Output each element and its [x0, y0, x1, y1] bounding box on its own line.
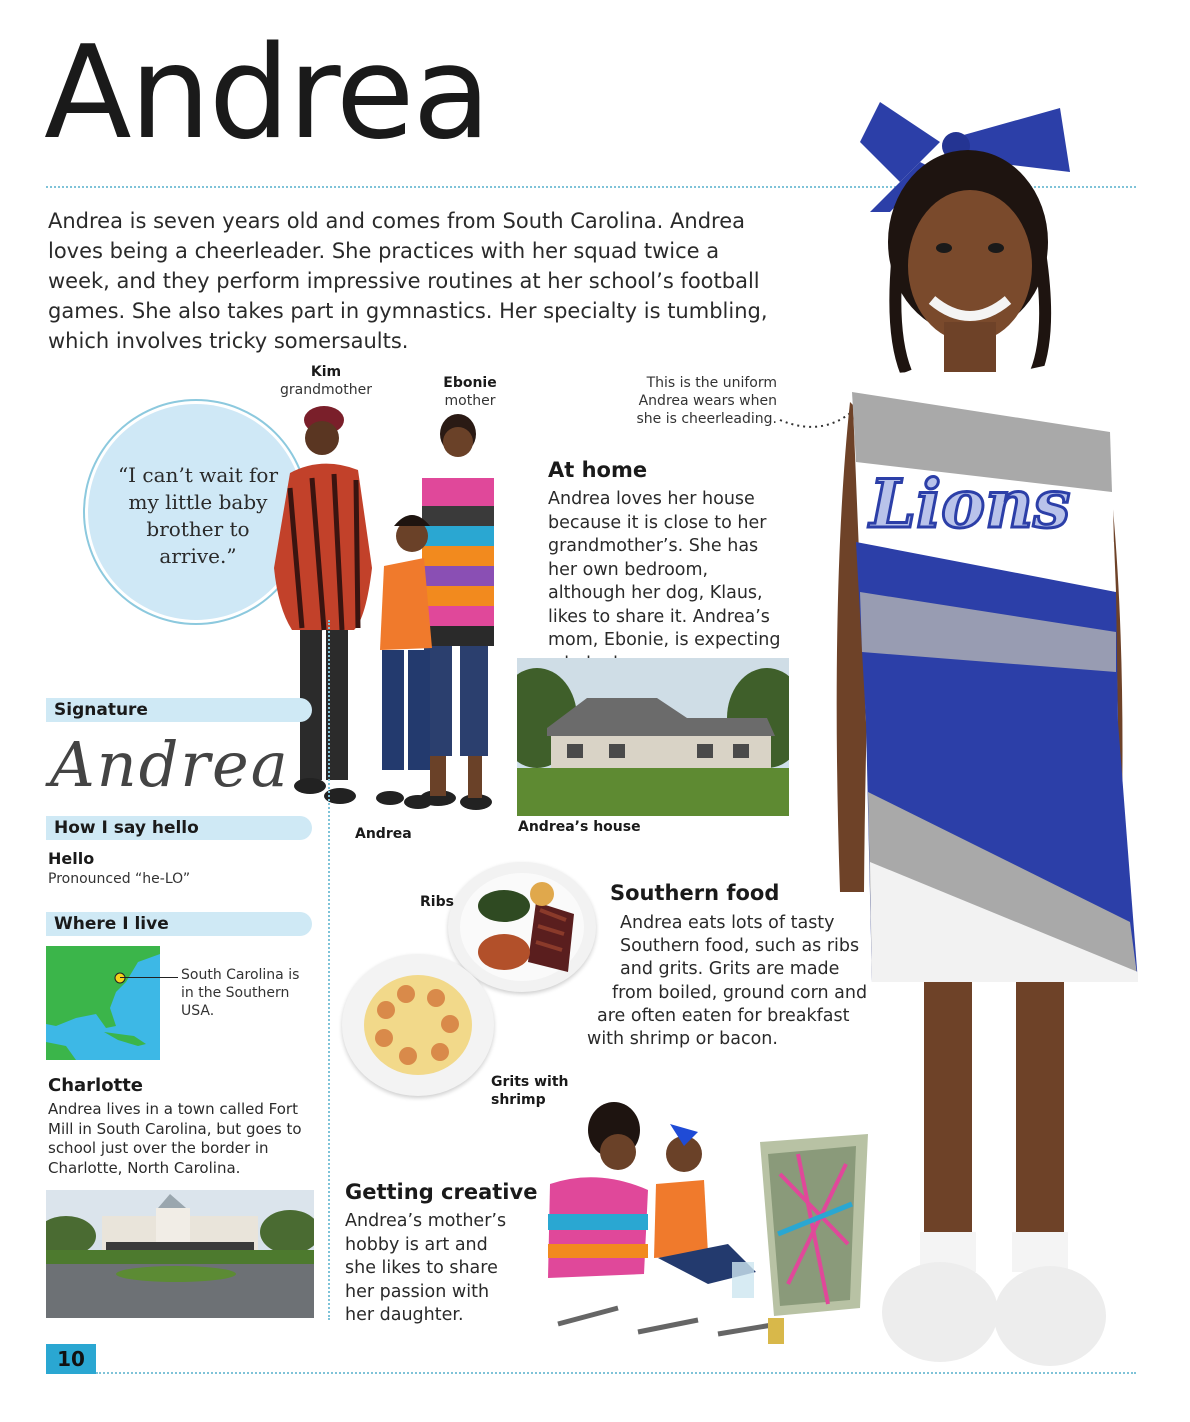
southern-food-line-3: and grits. Grits are made	[620, 959, 840, 979]
charlotte-heading: Charlotte	[48, 1075, 144, 1096]
map-pointer-line	[120, 977, 178, 978]
kim-name-label: Kim	[310, 364, 342, 380]
southern-food-line-1: Andrea eats lots of tasty	[620, 913, 835, 933]
hello-pronunciation: Pronounced “he-LO”	[48, 871, 191, 887]
southern-food-line-6: with shrimp or bacon.	[587, 1029, 778, 1049]
signature: Andrea	[50, 728, 290, 801]
southern-food-heading: Southern food	[610, 881, 780, 905]
quote-text: “I can’t wait for my little baby brother to arrive.”	[117, 463, 279, 568]
map-note: South Carolina is in the Southern USA.	[181, 967, 300, 1019]
ribs-label: Ribs	[420, 894, 454, 910]
page-title: Andrea	[44, 19, 489, 168]
southern-food-line-5: are often eaten for breakfast	[597, 1006, 850, 1026]
creative-text: Andrea’s mother’s hobby is art and she likes to share her passion with her daughter.	[345, 1211, 507, 1325]
at-home-text: Andrea loves her house because it is close to her grandmother’s. She has her own bedroom, although her dog, Klaus, likes to share it. Andrea’s mom, Ebonie, is expecting	[548, 489, 781, 650]
school-photo	[46, 1190, 314, 1318]
where-bar: Where I live	[46, 912, 312, 936]
southern-food-line-2: Southern food, such as ribs	[620, 936, 860, 956]
location-map	[46, 946, 160, 1060]
intro-paragraph: Andrea is seven years old and comes from South Carolina. Andrea loves being a cheerleader. She practices with her squad twice a week, and they perform impressive routines at her school’s football games. She also takes part in gymnastics. Her specialty is tumbling, which involves tricky somersaults.	[48, 209, 768, 353]
ebonie-name-label: Ebonie	[443, 375, 497, 391]
signature-bar: Signature	[46, 698, 312, 722]
sidebar-divider	[328, 620, 330, 1320]
andrea-portrait	[820, 72, 1160, 1402]
andrea-label: Andrea	[355, 826, 412, 842]
page-number: 10	[46, 1344, 96, 1374]
kim-relation-label: grandmother	[280, 382, 372, 398]
hello-bar: How I say hello	[46, 816, 312, 840]
grits-label: Grits with shrimp	[491, 1074, 569, 1108]
hello-word: Hello	[48, 849, 95, 868]
southern-food-line-4: from boiled, ground corn and	[612, 983, 868, 1003]
ebonie-relation-label: mother	[444, 393, 496, 409]
uniform-note: This is the uniform Andrea wears when she is cheerleading.	[636, 375, 777, 427]
house-caption: Andrea’s house	[518, 819, 641, 835]
creative-heading: Getting creative	[345, 1180, 538, 1204]
charlotte-text: Andrea lives in a town called Fort Mill in South Carolina, but goes to school just over the border in Charlotte, North Carolina.	[48, 1100, 302, 1177]
house-photo	[517, 658, 789, 816]
bottom-divider	[96, 1372, 1136, 1374]
uniform-logo: Lions	[869, 465, 1071, 543]
grits-plate	[342, 954, 494, 1096]
at-home-heading: At home	[548, 458, 648, 482]
art-photo	[528, 1094, 868, 1350]
family-photo	[262, 398, 532, 828]
